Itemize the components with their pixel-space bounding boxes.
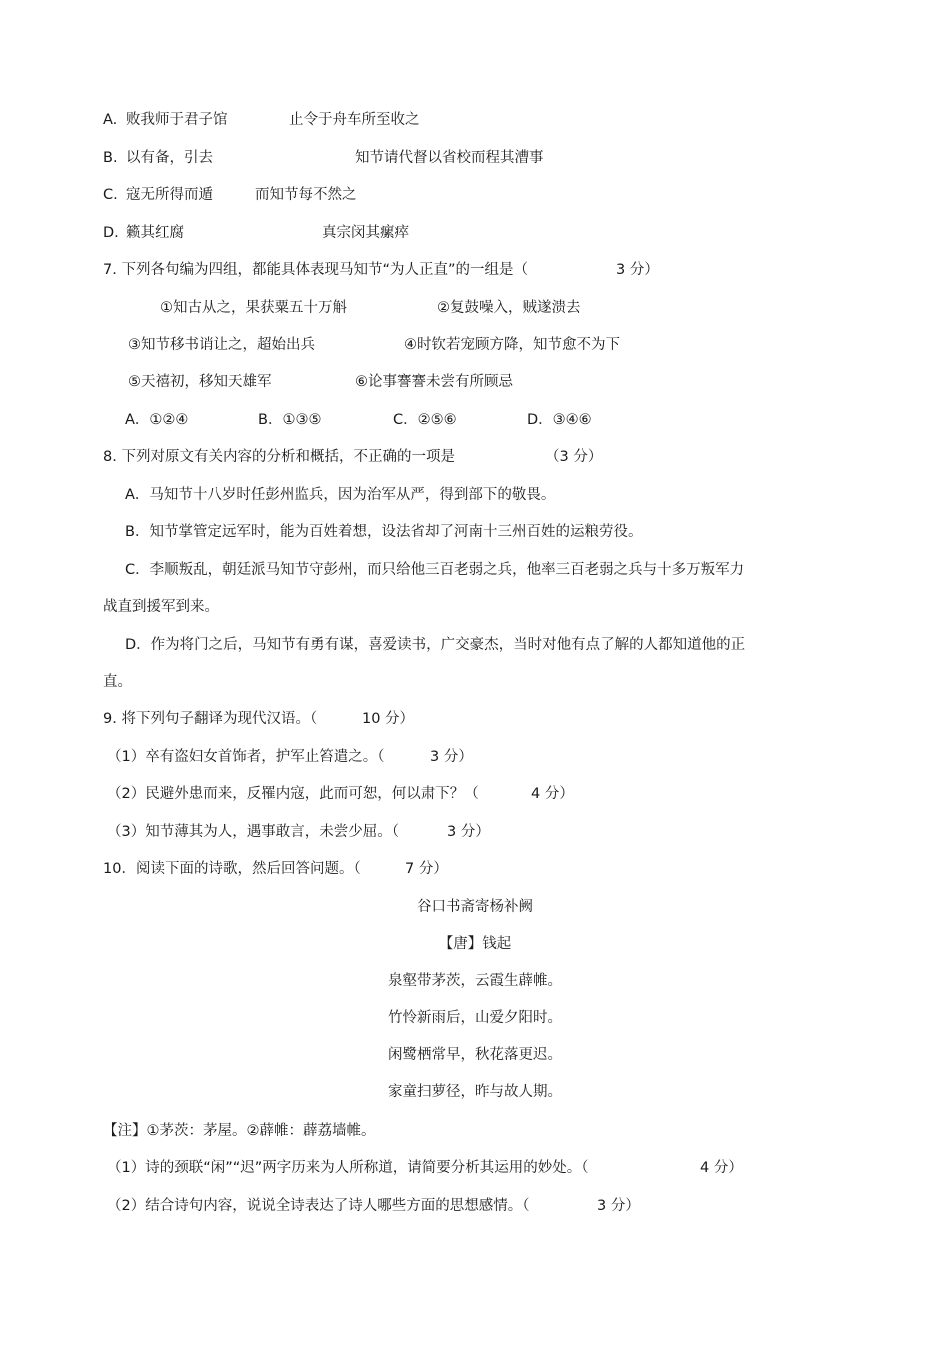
- q7-item-1: ①知古从之，果获粟五十万斛: [160, 300, 347, 316]
- poem-title: 谷口书斋寄杨补阙: [417, 899, 533, 915]
- q10-stem-score: 7 分）: [405, 861, 448, 877]
- poem-line-3: 闲鹭栖常早，秋花落更迟。: [388, 1047, 562, 1063]
- poem-line-4: 家童扫萝径，昨与故人期。: [388, 1084, 562, 1100]
- q9-sentence-2: （2）民避外患而来，反罹内寇，此而可恕，何以肃下？（: [107, 786, 479, 802]
- poem-note: 【注】①茅茨：茅屋。②薜帷：薜荔墙帷。: [103, 1123, 376, 1139]
- q9-sentence-1-score: 3 分）: [430, 749, 473, 765]
- q7-item-3: ③知节移书诮让之，超始出兵: [128, 337, 315, 353]
- q7-item-4: ④时钦若宠顾方降，知节愈不为下: [404, 337, 620, 353]
- q7-item-5: ⑤天禧初，移知天雄军: [128, 374, 272, 390]
- q7-score: 3 分）: [616, 262, 659, 278]
- option-b-right: 知节请代督以省校而程其漕事: [355, 150, 544, 166]
- option-c-letter: C.: [103, 187, 118, 203]
- option-c-left: 寇无所得而遁: [126, 187, 213, 203]
- q8-option-d-line1: D．作为将门之后，马知节有勇有谋，喜爱读书，广交豪杰，当时对他有点了解的人都知道他的正: [125, 637, 746, 653]
- q9-stem-score: 10 分）: [362, 711, 415, 727]
- option-d-right: 真宗闵其瘰瘁: [322, 225, 409, 241]
- q7-stem: 7. 下列各句编为四组，都能具体表现马知节“为人正直”的一组是（: [103, 262, 528, 278]
- q8-option-b: B．知节掌管定远军时，能为百姓着想，设法省却了河南十三州百姓的运粮劳役。: [125, 524, 643, 540]
- q10-sub-2-score: 3 分）: [597, 1198, 640, 1214]
- option-b-left: 以有备，引去: [126, 150, 213, 166]
- q7-item-6: ⑥论事謇謇未尝有所顾忌: [355, 374, 513, 390]
- q7-choice-b: B．①③⑤: [258, 412, 322, 428]
- poem-author: 【唐】钱起: [438, 936, 512, 952]
- q7-choice-a: A．①②④: [125, 412, 189, 428]
- q8-option-c-line2: 战直到援军到来。: [103, 599, 219, 615]
- q8-stem: 8. 下列对原文有关内容的分析和概括，不正确的一项是: [103, 449, 455, 465]
- option-a-letter: A.: [103, 112, 118, 128]
- q10-sub-1-score: 4 分）: [700, 1160, 743, 1176]
- q7-choice-c: C．②⑤⑥: [393, 412, 457, 428]
- option-a-right: 止令于舟车所至收之: [289, 112, 420, 128]
- q7-choice-d: D．③④⑥: [527, 412, 592, 428]
- option-b-letter: B.: [103, 150, 118, 166]
- q8-option-d-line2: 直。: [103, 674, 132, 690]
- poem-line-2: 竹怜新雨后，山爱夕阳时。: [388, 1010, 562, 1026]
- poem-line-1: 泉壑带茅茨，云霞生薜帷。: [388, 973, 562, 989]
- q10-sub-1: （1）诗的颈联“闲”“迟”两字历来为人所称道，请简要分析其运用的妙处。（: [107, 1160, 589, 1176]
- q10-stem: 10．阅读下面的诗歌，然后回答问题。（: [103, 861, 361, 877]
- q7-item-2: ②复鼓噪入，贼遂溃去: [437, 300, 581, 316]
- option-a-left: 败我师于君子馆: [126, 112, 228, 128]
- q10-sub-2: （2）结合诗句内容，说说全诗表达了诗人哪些方面的思想感情。（: [107, 1198, 530, 1214]
- q8-option-c-line1: C．李顺叛乱，朝廷派马知节守彭州，而只给他三百老弱之兵，他率三百老弱之兵与十多万叛军力: [125, 562, 745, 578]
- option-d-letter: D.: [103, 225, 119, 241]
- q9-stem: 9. 将下列句子翻译为现代汉语。（: [103, 711, 318, 727]
- q8-option-a: A．马知节十八岁时任彭州监兵，因为治军从严，得到部下的敬畏。: [125, 487, 556, 503]
- q9-sentence-3-score: 3 分）: [447, 824, 490, 840]
- q8-score: （3 分）: [545, 449, 603, 465]
- q9-sentence-1: （1）卒有盗妇女首饰者，护军止笞遣之。（: [107, 749, 385, 765]
- option-d-left: 籁其红腐: [126, 225, 184, 241]
- option-c-right: 而知节每不然之: [255, 187, 357, 203]
- q9-sentence-2-score: 4 分）: [531, 786, 574, 802]
- q9-sentence-3: （3）知节薄其为人，遇事敢言，未尝少屈。（: [107, 824, 399, 840]
